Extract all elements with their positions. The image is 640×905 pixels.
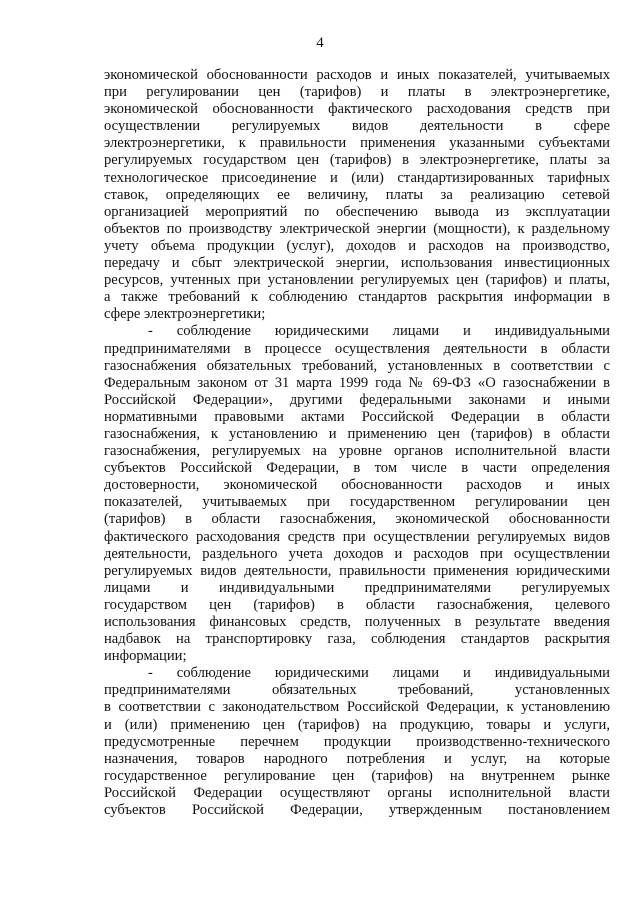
text-line: Российской Федерации», другими федеральными законами и иными: [104, 391, 610, 408]
text-line: информации;: [104, 648, 187, 665]
text-line: и (или) применению цен (тарифов) на продукцию, товары и услуги,: [104, 716, 610, 733]
text-line: показателей, учитываемых при государственном регулировании цен: [104, 494, 610, 511]
paragraph-gas-supply: [104, 323, 610, 665]
text-line: осуществлении регулируемых видов деятельности в сфере: [104, 118, 610, 135]
text-line: субъектов Российской Федерации, в том числе в части определения: [104, 460, 610, 477]
text-line: использования финансовых средств, полученных в результате введения: [104, 614, 610, 630]
text-line: экономической обоснованности расходов и иных показателей, учитываемых: [104, 67, 610, 83]
text-line: достоверности, экономической обоснованности расходов и иных: [104, 477, 610, 494]
text-line: предусмотренные перечнем продукции производственно-технического: [104, 733, 610, 750]
text-line: газоснабжения, к установлению и применению цен (тарифов) в области: [104, 425, 610, 442]
text-line: (тарифов) в области газоснабжения, экономической обоснованности: [104, 511, 610, 528]
paragraph-electroenergetics: [104, 67, 610, 323]
text-line: в соответствии с законодательством Российской Федерации, к установлению: [104, 699, 610, 716]
text-line: сфере электроэнергетики;: [104, 306, 266, 323]
text-line: Федеральным законом от 31 марта 1999 года № 69-ФЗ «О газоснабжении в: [104, 374, 610, 391]
text-line: надбавок на транспортировку газа, соблюдения стандартов раскрытия: [104, 631, 610, 648]
text-line: экономической обоснованности фактического расходования средств при: [104, 101, 610, 118]
text-line: ресурсов, учтенных при установлении регулируемых цен (тарифов) и платы,: [104, 272, 610, 289]
text-line: деятельности, раздельного учета доходов и расходов при осуществлении: [104, 545, 610, 562]
text-line: назначения, товаров народного потребления и услуг, на которые: [104, 750, 610, 767]
text-line: - соблюдение юридическими лицами и индивидуальными: [148, 323, 610, 340]
text-line: ставок, определяющих ее величину, платы за реализацию сетевой: [104, 186, 610, 203]
text-line: фактического расходования средств при осуществлении регулируемых видов: [104, 528, 610, 545]
text-line: объектов по производству электрической энергии (мощности), к раздельному: [104, 220, 610, 237]
text-line: - соблюдение юридическими лицами и индивидуальными: [148, 665, 610, 682]
text-line: предпринимателями в процессе осуществления деятельности в области: [104, 340, 610, 357]
text-line: регулируемых государством цен (тарифов) в электроэнергетике, платы за: [104, 152, 610, 169]
text-line: Российской Федерации осуществляют органы исполнительной власти: [104, 784, 610, 801]
text-line: организацией мероприятий по обеспечению вывода из эксплуатации: [104, 203, 610, 220]
paragraph-price-regulation: [104, 665, 610, 819]
text-line: газоснабжения, регулируемых на уровне органов исполнительной власти: [104, 443, 610, 460]
text-line: электроэнергетики, к правильности применения указанными субъектами: [104, 135, 610, 152]
page-number: 4: [316, 35, 324, 51]
text-line: технологическое присоединение и (или) стандартизированных тарифных: [104, 169, 610, 186]
text-line: лицами и индивидуальными предпринимателями регулируемых: [104, 579, 610, 596]
text-line: газоснабжения обязательных требований, установленных в соответствии с: [104, 357, 610, 374]
text-line: нормативными правовыми актами Российской Федерации в области: [104, 408, 610, 425]
text-line: регулируемых видов деятельности, правильности применения юридическими: [104, 562, 610, 579]
text-line: передачу и сбыт электрической энергии, использования инвестиционных: [104, 255, 610, 272]
text-line: при регулировании цен (тарифов) и платы в электроэнергетике,: [104, 84, 610, 101]
text-line: учету объема продукции (услуг), доходов и расходов на производство,: [104, 237, 610, 254]
document-body: [104, 67, 610, 819]
text-line: субъектов Российской Федерации, утвержденным постановлением: [104, 802, 610, 819]
text-line: а также требований к соблюдению стандартов раскрытия информации в: [104, 289, 610, 306]
text-line: государством цен (тарифов) в области газоснабжения, целевого: [104, 596, 610, 613]
text-line: государственное регулирование цен (тарифов) на внутреннем рынке: [104, 767, 610, 784]
text-line: предпринимателями обязательных требований, установленных: [104, 682, 610, 699]
